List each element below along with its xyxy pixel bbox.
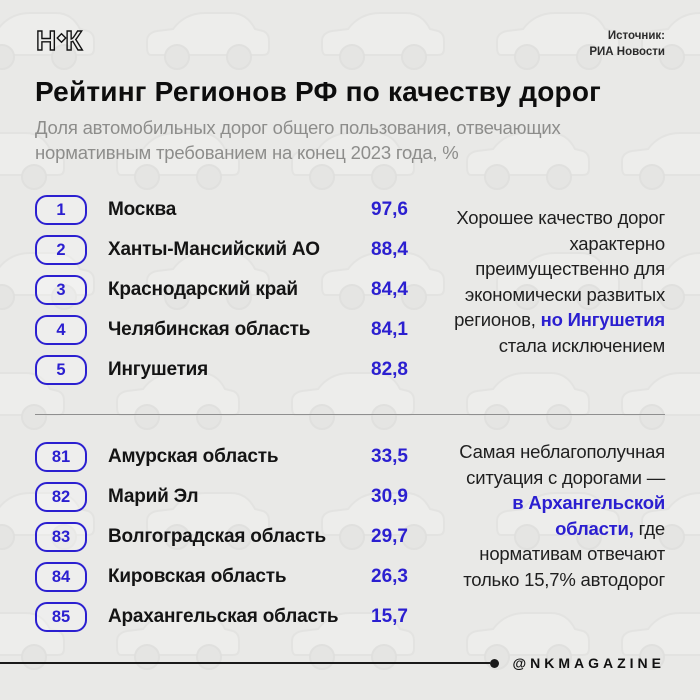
region-value: 84,1 — [371, 319, 408, 341]
table-row — [35, 230, 423, 270]
nk-logo — [35, 22, 107, 58]
annotation-highlight: но Ингушетия — [540, 309, 665, 331]
region-value: 88,4 — [371, 239, 408, 261]
table-row — [35, 350, 423, 390]
table-row — [35, 557, 423, 597]
footer — [35, 651, 665, 675]
footer-rule — [0, 662, 490, 664]
region-name: Амурская область — [108, 446, 279, 468]
annotation-text: Хорошее качество дорог характерно преимущественно для экономически развитых регионов, — [454, 207, 665, 331]
region-name: Ингушетия — [108, 359, 209, 381]
region-value: 33,5 — [371, 446, 408, 468]
region-name: Москва — [108, 199, 177, 221]
region-value: 97,6 — [371, 199, 408, 221]
region-name: Краснодарский край — [108, 279, 298, 301]
region-value: 26,3 — [371, 566, 408, 588]
annotation-text: стала исключением — [498, 334, 665, 356]
annotation-text: где нормативам отвечают только 15,7% автодорог — [463, 517, 665, 590]
region-value: 84,4 — [371, 279, 408, 301]
annotation-text: Самая неблагополучная ситуация с дорогами — — [459, 441, 665, 488]
bottom-regions-table — [35, 437, 423, 637]
section-divider — [35, 414, 665, 415]
bottom-annotation — [453, 437, 665, 637]
region-value: 82,8 — [371, 359, 408, 381]
table-row — [35, 517, 423, 557]
source-label: Источник: — [607, 30, 665, 42]
table-row — [35, 190, 423, 230]
region-value: 15,7 — [371, 606, 408, 628]
rank-badge: 3 — [35, 275, 87, 305]
nk-logo-text: НК — [36, 25, 92, 56]
rank-badge: 85 — [35, 602, 87, 632]
rank-badge: 1 — [35, 195, 87, 225]
rank-badge: 84 — [35, 562, 87, 592]
page-title: Рейтинг Регионов РФ по качеству дорог — [35, 76, 602, 108]
region-name: Арахангельская область — [108, 606, 339, 628]
source-name: РИА Новости — [589, 46, 665, 59]
top-annotation — [453, 190, 665, 390]
rank-badge: 82 — [35, 482, 87, 512]
rank-badge: 2 — [35, 235, 87, 265]
source-credit — [589, 22, 665, 60]
table-row — [35, 270, 423, 310]
bottom-regions-section — [35, 437, 665, 637]
region-name: Челябинская область — [108, 319, 311, 341]
top-regions-table — [35, 190, 423, 390]
top-regions-section — [35, 190, 665, 390]
region-name: Волгоградская область — [108, 526, 326, 548]
table-row — [35, 310, 423, 350]
rank-badge: 5 — [35, 355, 87, 385]
region-value: 30,9 — [371, 486, 408, 508]
social-handle: @NKMAGAZINE — [512, 655, 665, 672]
rank-badge: 4 — [35, 315, 87, 345]
region-name: Кировская область — [108, 566, 287, 588]
rank-badge: 81 — [35, 442, 87, 472]
header — [35, 0, 665, 60]
rank-badge: 83 — [35, 522, 87, 552]
annotation-highlight: в Архангельской области, — [512, 492, 665, 539]
table-row — [35, 597, 423, 637]
table-row — [35, 437, 423, 477]
page-subtitle: Доля автомобильных дорог общего пользования, отвечающих нормативным требованием на конец 2023 года, % — [35, 117, 561, 164]
table-row — [35, 477, 423, 517]
region-name: Ханты-Мансийский АО — [108, 239, 320, 261]
bullet-dot-icon — [490, 659, 499, 668]
region-name: Марий Эл — [108, 486, 199, 508]
region-value: 29,7 — [371, 526, 408, 548]
